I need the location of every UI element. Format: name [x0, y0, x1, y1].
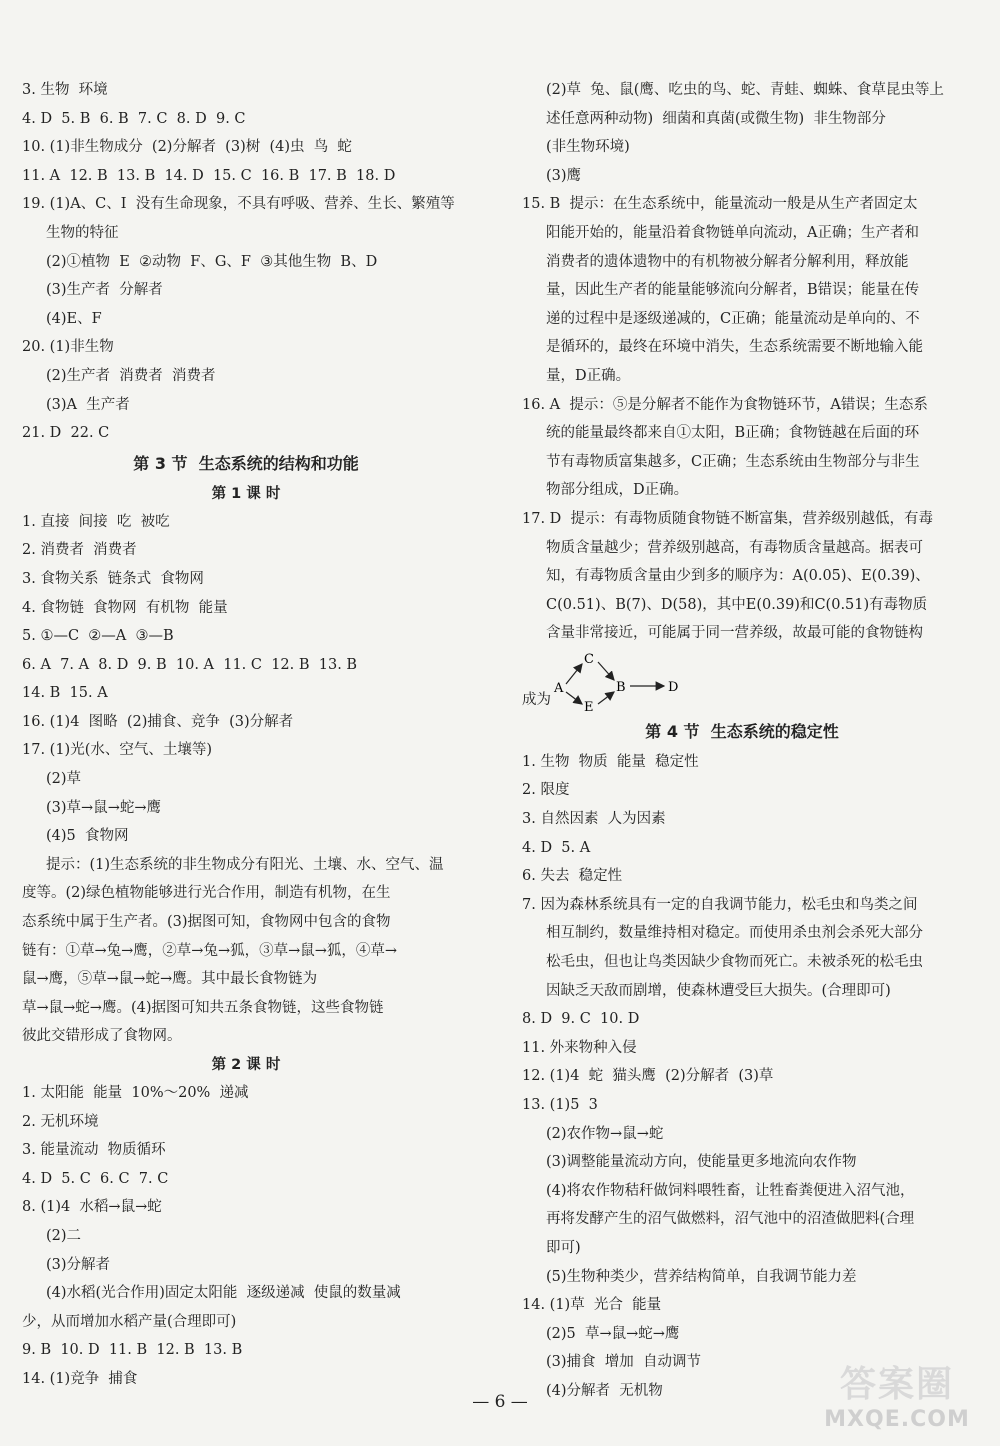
text-line: 14. (1)竞争 捕食: [22, 1370, 138, 1387]
text-line: 2. 限度: [522, 782, 570, 799]
text-line: 5. ①—C ②—A ③—B: [22, 628, 174, 645]
text-line: 链有：①草→兔→鹰，②草→兔→狐，③草→鼠→狐，④草→: [22, 942, 398, 959]
text-line: 述任意两种动物) 细菌和真菌(或微生物) 非生物部分: [546, 110, 886, 127]
text-line: (2)二: [46, 1227, 82, 1244]
text-line: 14. B 15. A: [22, 685, 108, 702]
lesson-heading: 第 1 课 时: [211, 485, 281, 502]
edge-a-e: [566, 692, 582, 704]
text-line: (2)生产者 消费者 消费者: [46, 367, 216, 384]
text-line: 1. 生物 物质 能量 稳定性: [522, 753, 699, 770]
text-line: 知，有毒物质含量由少到多的顺序为：A(0.05)、E(0.39)、: [546, 568, 930, 585]
text-line: 16. (1)4 图略 (2)捕食、竞争 (3)分解者: [22, 713, 294, 730]
watermark-text: 答案圈: [839, 1364, 954, 1405]
text-line: 2. 消费者 消费者: [22, 542, 137, 559]
text-line: 量，D正确。: [546, 367, 631, 384]
text-line: 3. 食物关系 链条式 食物网: [22, 570, 204, 587]
left-column: [22, 76, 470, 1394]
text-line: 态系统中属于生产者。(3)据图可知，食物网中包含的食物: [22, 914, 391, 931]
food-web-svg: [552, 650, 712, 712]
text-line: (4)E、F: [46, 310, 102, 327]
page-number: — 6 —: [472, 1392, 528, 1412]
text-line: 14. (1)草 光合 能量: [522, 1297, 662, 1314]
text-line: (2)草: [46, 771, 82, 788]
node-b: B: [616, 679, 626, 695]
watermark-logo: [812, 1356, 982, 1436]
section-heading: 第 4 节 生态系统的稳定性: [645, 721, 839, 741]
text-line: 草→鼠→蛇→鹰。(4)据图可知共五条食物链，这些食物链: [22, 999, 384, 1016]
text-line: 4. D 5. A: [522, 839, 591, 856]
text-line: 4. 食物链 食物网 有机物 能量: [22, 599, 228, 616]
text-line: 3. 生物 环境: [22, 82, 108, 98]
text-line: (4)将农作物秸秆做饲料喂牲畜，让牲畜粪便进入沼气池，: [546, 1182, 915, 1199]
text-line: 相互制约，数量维持相对稳定。而使用杀虫剂会杀死大部分: [546, 925, 923, 942]
text-line: 含量非常接近，可能属于同一营养级，故最可能的食物链构: [546, 625, 923, 642]
text-line: (3)鹰: [546, 167, 582, 184]
lesson-heading: 第 2 课 时: [211, 1057, 281, 1073]
text-line: 3. 能量流动 物质循环: [22, 1142, 166, 1159]
text-line: (4)分解者 无机物: [546, 1382, 663, 1399]
text-line: 是循环的，最终在环境中消失，生态系统需要不断地输入能: [546, 339, 923, 356]
watermark-url: MXQE.COM: [824, 1407, 970, 1432]
text-line: (2)草 兔、鼠(鹰、吃虫的鸟、蛇、青蛙、蜘蛛、食草昆虫等上: [546, 82, 944, 98]
text-line: 21. D 22. C: [22, 425, 110, 442]
text-line: 因缺乏天敌而剧增，使森林遭受巨大损失。(合理即可): [546, 982, 891, 999]
text-line: 1. 太阳能 能量 10%～20% 递减: [22, 1085, 249, 1101]
text-line: 节有毒物质富集越多，C正确；生态系统由生物部分与非生: [546, 453, 920, 470]
right-column: [522, 76, 962, 1406]
text-line: 物质含量越少；营养级别越高，有毒物质含量越高。据表可: [546, 539, 923, 556]
text-line: 松毛虫，但也让鸟类因缺少食物而死亡。未被杀死的松毛虫: [546, 954, 923, 971]
text-line: 4. D 5. C 6. C 7. C: [22, 1170, 169, 1187]
edge-e-b: [598, 692, 614, 704]
text-line: (非生物环境): [546, 139, 630, 156]
node-d: D: [668, 679, 679, 695]
text-line: (4)水稻(光合作用)固定太阳能 逐级递减 使鼠的数量减: [46, 1285, 401, 1302]
text-line: 11. 外来物种入侵: [522, 1039, 637, 1056]
text-line: 7. 因为森林系统具有一定的自我调节能力，松毛虫和鸟类之间: [522, 896, 918, 913]
text-line: 12. (1)4 蛇 猫头鹰 (2)分解者 (3)草: [522, 1068, 774, 1085]
food-chain-diagram: [522, 650, 962, 712]
text-line: 19. (1)A、C、I 没有生命现象，不具有呼吸、营养、生长、繁殖等: [22, 196, 455, 213]
text-line: 20. (1)非生物: [22, 339, 114, 356]
text-line: 鼠→鹰，⑤草→鼠→蛇→鹰。其中最长食物链为: [22, 971, 318, 988]
section-heading: 第 3 节 生态系统的结构和功能: [133, 453, 359, 473]
text-line: 生物的特征: [46, 224, 119, 241]
text-line: 4. D 5. B 6. B 7. C 8. D 9. C: [22, 110, 246, 127]
text-line: 6. A 7. A 8. D 9. B 10. A 11. C 12. B 13. B: [22, 656, 358, 673]
text-line: (2)5 草→鼠→蛇→鹰: [546, 1325, 680, 1342]
text-line: 3. 自然因素 人为因素: [522, 811, 666, 828]
text-line: 阳能开始的，能量沿着食物链单向流动，A正确；生产者和: [546, 224, 919, 241]
text-line: 10. (1)非生物成分 (2)分解者 (3)树 (4)虫 鸟 蛇: [22, 139, 352, 156]
text-line: 提示：(1)生态系统的非生物成分有阳光、土壤、水、空气、温: [46, 856, 444, 873]
text-line: (4)5 食物网: [46, 828, 129, 845]
text-line: (3)A 生产者: [46, 396, 130, 413]
text-line: (3)生产者 分解者: [46, 282, 163, 299]
text-line: 即可): [546, 1239, 581, 1256]
text-line: 再将发酵产生的沼气做燃料，沼气池中的沼渣做肥料(合理: [546, 1211, 915, 1228]
edge-a-c: [566, 664, 582, 684]
text-line: 17. (1)光(水、空气、土壤等): [22, 742, 213, 759]
text-line: (2)农作物→鼠→蛇: [546, 1125, 664, 1142]
node-e: E: [584, 699, 594, 712]
text-line: 17. D 提示：有毒物质随食物链不断富集，营养级别越低，有毒: [522, 510, 934, 527]
text-line: 彼此交错形成了食物网。: [22, 1028, 182, 1045]
text-line: 1. 直接 间接 吃 被吃: [22, 513, 170, 530]
node-c: C: [584, 651, 594, 667]
text-line: 9. B 10. D 11. B 12. B 13. B: [22, 1342, 243, 1359]
text-line: (5)生物种类少，营养结构简单，自我调节能力差: [546, 1268, 857, 1285]
text-line: 16. A 提示：⑤是分解者不能作为食物链环节，A错误；生态系: [522, 396, 928, 413]
text-line: 物部分组成，D正确。: [546, 482, 689, 499]
text-line: 8. (1)4 水稻→鼠→蛇: [22, 1199, 162, 1216]
text-line: 度等。(2)绿色植物能够进行光合作用，制造有机物，在生: [22, 885, 391, 902]
text-line: (3)捕食 增加 自动调节: [546, 1354, 701, 1371]
text-line: 8. D 9. C 10. D: [522, 1011, 640, 1028]
text-line: 6. 失去 稳定性: [522, 868, 623, 885]
text-line: 15. B 提示：在生态系统中，能量流动一般是从生产者固定太: [522, 196, 918, 213]
edge-c-b: [598, 662, 614, 680]
text-line: 少，从而增加水稻产量(合理即可): [22, 1313, 237, 1330]
text-line: (3)调整能量流动方向，使能量更多地流向农作物: [546, 1154, 857, 1171]
text-line: 11. A 12. B 13. B 14. D 15. C 16. B 17. B 18. D: [22, 167, 396, 184]
diagram-prefix: 成为: [522, 691, 551, 708]
text-line: C(0.51)、B(7)、D(58)，其中E(0.39)和C(0.51)有毒物质: [546, 596, 928, 613]
text-line: 13. (1)5 3: [522, 1097, 598, 1113]
text-line: 量，因此生产者的能量能够流向分解者，B错误；能量在传: [546, 282, 920, 299]
text-line: 递的过程中是逐级递减的，C正确；能量流动是单向的、不: [546, 310, 920, 327]
text-line: 消费者的遗体遗物中的有机物被分解者分解利用，释放能: [546, 253, 909, 270]
text-line: (2)①植物 E ②动物 F、G、F ③其他生物 B、D: [46, 253, 378, 270]
text-line: (3)草→鼠→蛇→鹰: [46, 799, 161, 816]
text-line: 2. 无机环境: [22, 1113, 99, 1130]
text-line: (3)分解者: [46, 1256, 111, 1273]
node-a: A: [554, 680, 564, 696]
text-line: 统的能量最终都来自①太阳，B正确；食物链越在后面的环: [546, 425, 920, 442]
